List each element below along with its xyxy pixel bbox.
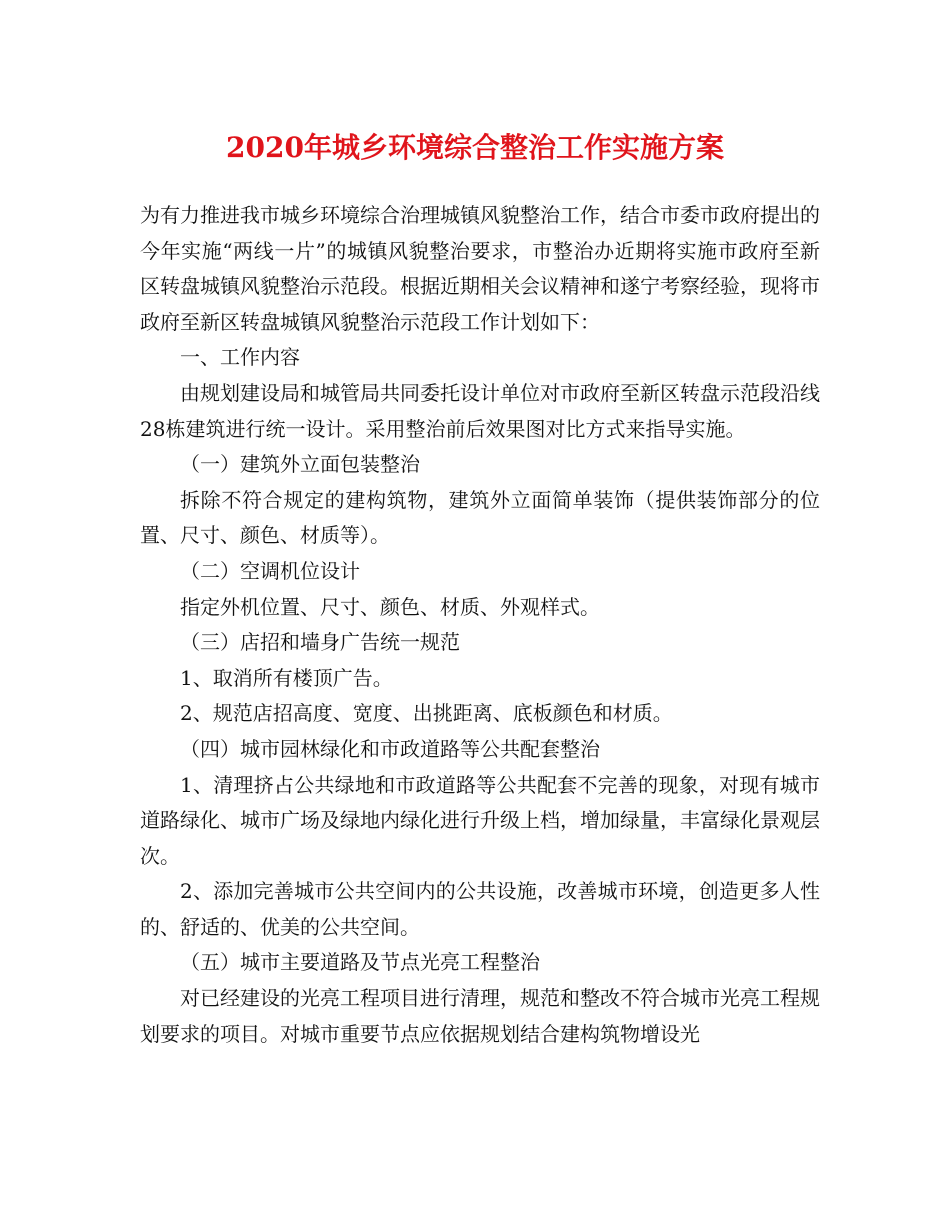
paragraph: （三）店招和墙身广告统一规范 [180,630,460,655]
paragraph: 一、工作内容 [180,345,300,370]
paragraph: 2、规范店招高度、宽度、出挑距离、底板颜色和材质。 [180,701,673,726]
paragraph: 拆除不符合规定的建构筑物，建筑外立面简单装饰（提供装饰部分的位置、尺寸、颜色、材质等）。 [140,487,820,548]
paragraph: （四）城市园林绿化和市政道路等公共配套整治 [180,736,600,761]
paragraph: （一）建筑外立面包装整治 [180,452,420,477]
document-title: 2020年城乡环境综合整治工作实施方案 [226,131,724,164]
paragraph: 2、添加完善城市公共空间内的公共设施，改善城市环境，创造更多人性的、舒适的、优美的公共空间。 [140,879,820,939]
paragraph: 1、清理挤占公共绿地和市政道路等公共配套不完善的现象，对现有城市道路绿化、城市广场及绿地内绿化进行升级上档，增加绿量，丰富绿化景观层次。 [140,772,820,868]
paragraph: 指定外机位置、尺寸、颜色、材质、外观样式。 [180,594,600,619]
paragraph: 对已经建设的光亮工程项目进行清理，规范和整改不符合城市光亮工程规划要求的项目。对城市重要节点应依据规划结合建构筑物增设光 [140,986,820,1046]
paragraph: 1、取消所有楼顶广告。 [180,665,393,690]
document-body [140,198,820,1052]
paragraph: （五）城市主要道路及节点光亮工程整治 [180,950,540,975]
paragraph: （二）空调机位设计 [180,558,360,583]
paragraph: 由规划建设局和城管局共同委托设计单位对市政府至新区转盘示范段沿线28栋建筑进行统一设计。采用整治前后效果图对比方式来指导实施。 [140,380,820,441]
paragraph: 为有力推进我市城乡环境综合治理城镇风貌整治工作，结合市委市政府提出的今年实施“两线一片”的城镇风貌整治要求，市整治办近期将实施市政府至新区转盘城镇风貌整治示范段。根据近期相关会议精神和遂宁考察经验，现将市政府至新区转盘城镇风貌整治示范段工作计划如下： [140,203,820,334]
